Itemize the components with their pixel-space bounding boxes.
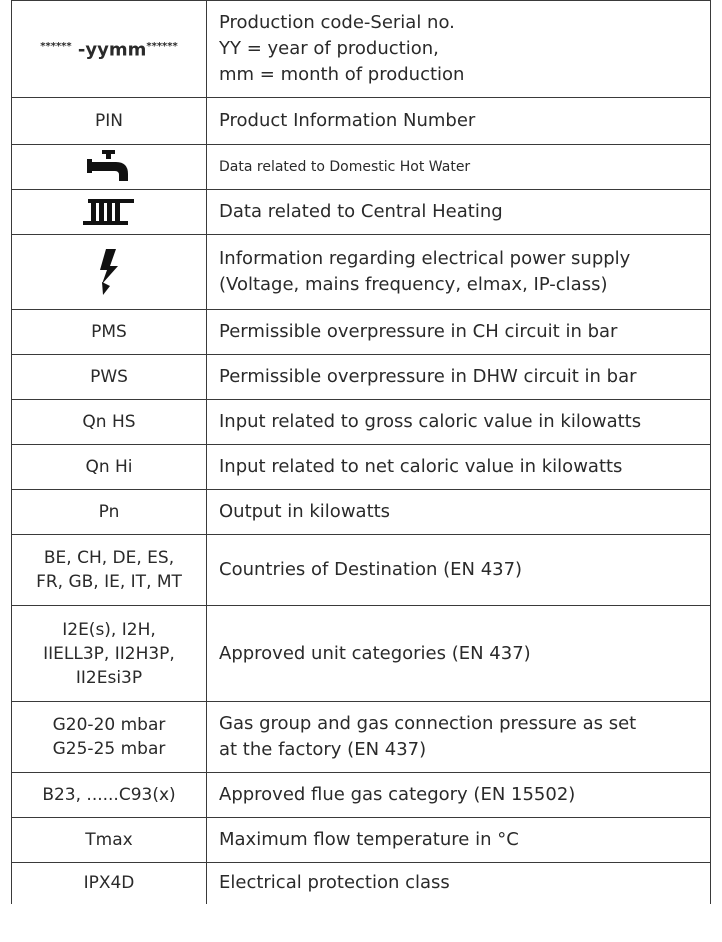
production-code-key — [12, 1, 207, 98]
key-line: IIELL3P, II2H3P, — [43, 643, 175, 664]
table-cell-description: Input related to gross caloric value in kilowatts — [207, 400, 711, 445]
table-row — [12, 98, 711, 145]
table-cell-key — [12, 702, 207, 773]
code-stars-right: ****** — [146, 41, 178, 53]
radiator-icon — [82, 195, 136, 229]
table-cell-description: Input related to net caloric value in kilowatts — [207, 445, 711, 490]
table-row — [12, 818, 711, 863]
key-line: G25-25 mbar — [52, 739, 166, 759]
code-stars-left: ****** — [40, 41, 72, 53]
table-row — [12, 445, 711, 490]
spec-table-container — [11, 0, 711, 904]
desc-line: Information regarding electrical power supply — [219, 248, 631, 269]
table-row — [12, 535, 711, 606]
table-cell-description — [207, 1, 711, 98]
table-row — [12, 773, 711, 818]
table-cell-description — [207, 702, 711, 773]
table-cell-key: PMS — [12, 310, 207, 355]
desc-line: (Voltage, mains frequency, elmax, IP-class) — [219, 274, 608, 295]
table-row — [12, 310, 711, 355]
table-row — [12, 490, 711, 535]
table-row — [12, 190, 711, 235]
table-cell-key: IPX4D — [12, 863, 207, 904]
desc-line: Gas group and gas connection pressure as set — [219, 713, 637, 734]
table-cell-description: Product Information Number — [207, 98, 711, 145]
table-row — [12, 606, 711, 702]
key-line: BE, CH, DE, ES, — [43, 548, 175, 568]
table-cell-key: Qn HS — [12, 400, 207, 445]
table-row — [12, 863, 711, 904]
key-line: G20-20 mbar — [52, 715, 166, 735]
table-cell-icon — [12, 145, 207, 190]
rating-plate-legend-table — [11, 0, 711, 904]
table-row — [12, 702, 711, 773]
desc-line: YY = year of production, — [219, 38, 439, 59]
code-yymm: -yymm — [71, 39, 147, 61]
table-cell-description: Permissible overpressure in CH circuit in bar — [207, 310, 711, 355]
table-cell-description: Permissible overpressure in DHW circuit in bar — [207, 355, 711, 400]
table-cell-key: Qn Hi — [12, 445, 207, 490]
table-cell-key: PIN — [12, 98, 207, 145]
table-cell-description: Approved unit categories (EN 437) — [207, 606, 711, 702]
table-row — [12, 400, 711, 445]
desc-line: mm = month of production — [219, 64, 465, 85]
table-cell-description: Maximum flow temperature in °C — [207, 818, 711, 863]
table-cell-key: PWS — [12, 355, 207, 400]
table-cell-key: Tmax — [12, 818, 207, 863]
table-cell-description: Approved flue gas category (EN 15502) — [207, 773, 711, 818]
tap-icon — [86, 149, 132, 185]
desc-line: at the factory (EN 437) — [219, 739, 427, 760]
table-cell-description: Data related to Domestic Hot Water — [207, 145, 711, 190]
key-line: II2Esi3P — [75, 667, 143, 688]
desc-line: Production code-Serial no. — [219, 12, 455, 33]
table-cell-description: Countries of Destination (EN 437) — [207, 535, 711, 606]
table-cell-key: B23, ......C93(x) — [12, 773, 207, 818]
table-cell-key — [12, 535, 207, 606]
lightning-bolt-icon — [97, 248, 121, 296]
key-line: I2E(s), I2H, — [62, 619, 156, 640]
table-cell-description — [207, 235, 711, 310]
table-cell-description: Electrical protection class — [207, 863, 711, 904]
table-row — [12, 235, 711, 310]
table-cell-icon — [12, 190, 207, 235]
table-cell-key: Pn — [12, 490, 207, 535]
table-cell-key — [12, 606, 207, 702]
table-row — [12, 1, 711, 98]
table-cell-description: Output in kilowatts — [207, 490, 711, 535]
table-cell-icon — [12, 235, 207, 310]
table-row — [12, 355, 711, 400]
table-cell-description: Data related to Central Heating — [207, 190, 711, 235]
key-line: FR, GB, IE, IT, MT — [36, 572, 182, 592]
table-row — [12, 145, 711, 190]
